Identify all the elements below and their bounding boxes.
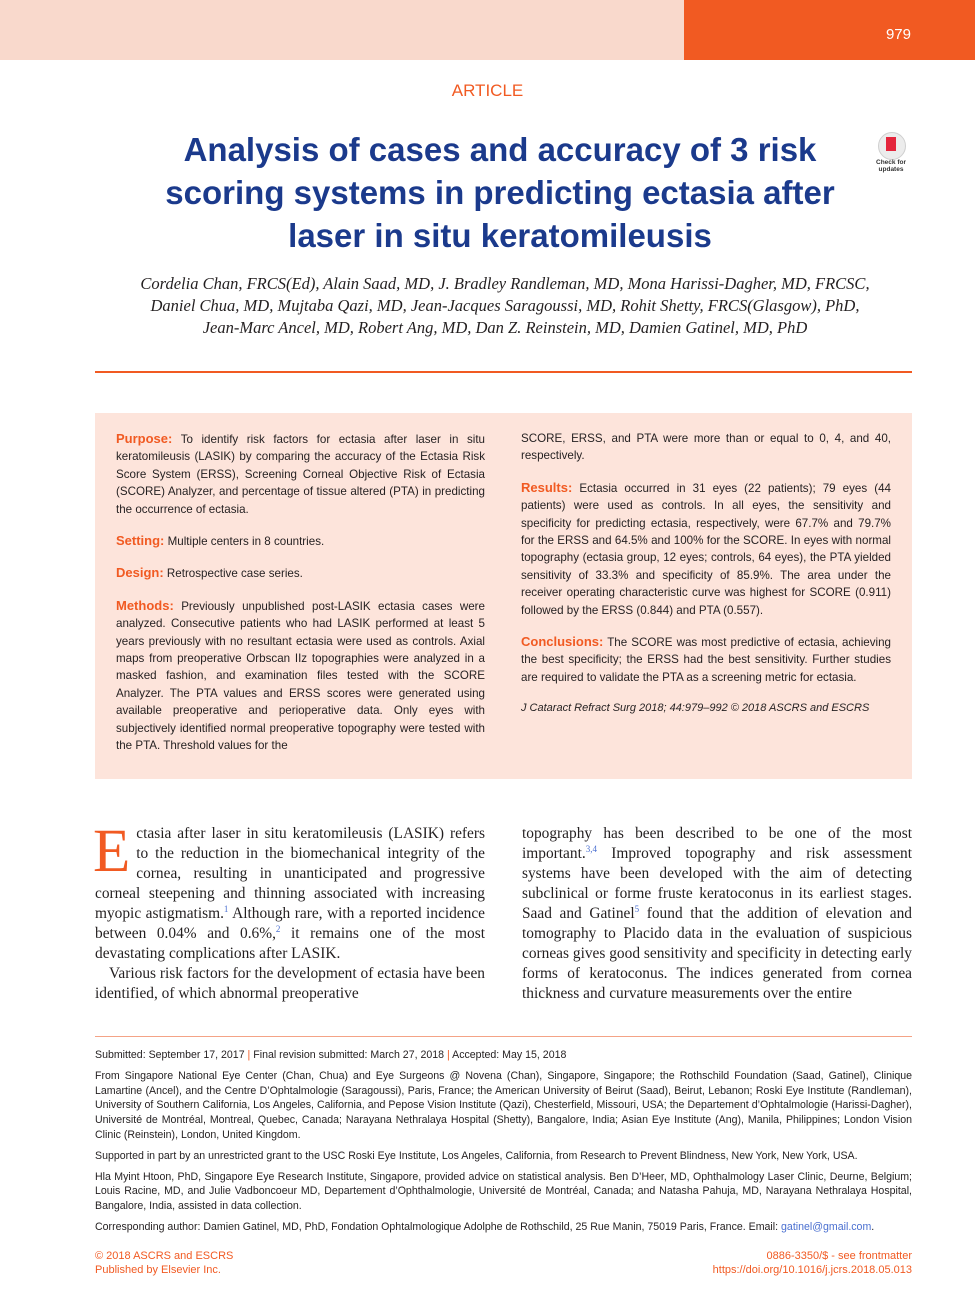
corresponding-author: Corresponding author: Damien Gatinel, MD, PhD, Fondation Ophtalmologique Adolphe de Rothschild, 25 Rue Manin, 75019 Paris, France. Email: gatinel@gmail.com. [95, 1220, 875, 1233]
bookmark-icon [886, 137, 896, 151]
page-number: 979 [885, 26, 911, 43]
body-left-column [93, 818, 485, 1004]
drop-cap: E [93, 818, 131, 885]
author-line: Daniel Chua, MD, Mujtaba Qazi, MD, Jean-Jacques Saragoussi, MD, Rohit Shetty, FRCS(Glasgow), PhD, [150, 296, 860, 315]
abstract-design: Design: Retrospective case series. [116, 565, 303, 581]
publisher: Published by Elsevier Inc. [95, 1264, 221, 1276]
copyright-block [95, 1249, 233, 1277]
author-list [95, 273, 915, 339]
reference-link[interactable]: 3,4 [585, 843, 597, 854]
submission-dates: Submitted: September 17, 2017 | Final revision submitted: March 27, 2018 | Accepted: May 15, 2018 [95, 1049, 567, 1061]
footnote-divider [95, 1036, 912, 1037]
reference-link[interactable]: 5 [634, 903, 640, 914]
check-for-updates-label: Check for updates [876, 159, 906, 173]
check-for-updates-button[interactable] [870, 132, 912, 174]
abstract-purpose: Purpose: To identify risk factors for ectasia after laser in situ keratomileusis (LASIK) by comparing the accuracy of the Ectasia Risk Score System (ERSS), Screening Corneal Objective Risk of Ectasia (SCORE) Analyzer, and percentage of tissue altered (PTA) in predicting the occurrence of ectasia. [116, 431, 486, 516]
body-right-column [522, 824, 912, 1004]
header-bar [0, 0, 975, 60]
author-line: Cordelia Chan, FRCS(Ed), Alain Saad, MD, J. Bradley Randleman, MD, Mona Harissi-Dagher, MD, FRCSC, [140, 274, 870, 293]
abstract-methods: Methods: Previously unpublished post-LASIK ectasia cases were analyzed. Consecutive patients who had LASIK performed at least 5 years previously with no resultant ectasia were used as controls. Axial maps from preoperative Orbscan IIz topographies were analyzed in a masked fashion, and examination files tested with the SCORE Analyzer. The PTA values and ERSS scores were generated using available preoperative and perioperative data. Only eyes with subjectively identified normal preoperative topography were tested with the PTA. Threshold values for the [116, 597, 485, 753]
identifier-block [713, 1249, 912, 1277]
journal-citation: J Cataract Refract Surg 2018; 44:979–992 © 2018 ASCRS and ESCRS [521, 702, 870, 715]
copyright: © 2018 ASCRS and ESCRS [95, 1250, 234, 1262]
doi-link[interactable]: https://doi.org/10.1016/j.jcrs.2018.05.013 [712, 1264, 912, 1276]
reference-link[interactable]: 2 [275, 923, 281, 934]
article-title: Analysis of cases and accuracy of 3 risk scoring systems in predicting ectasia after laser in situ keratomileusis [165, 131, 835, 254]
author-line: Jean-Marc Ancel, MD, Robert Ang, MD, Dan Z. Reinstein, MD, Damien Gatinel, MD, PhD [202, 318, 808, 337]
title-divider [95, 371, 912, 373]
acknowledgments: Hla Myint Htoon, PhD, Singapore Eye Research Institute, Singapore, provided advice on statistical analysis. Ben D’Heer, MD, Ophthalmology Laser Clinic, Deurne, Belgium; Louis Racine, MD, and Julie Vadboncoeur MD, Departement d’Ophthalmologie, Université de Montréal, Canada; and Natasha Pahuja, MD, Narayana Nethralaya Hospital, Bangalore, India, assisted in data collection. [95, 1170, 912, 1213]
header-bar-light [0, 0, 684, 60]
abstract-left-column [116, 430, 485, 769]
affiliations: From Singapore National Eye Center (Chan, Chua) and Eye Surgeons @ Novena (Chan), Singapore, Singapore; the Rothschild Foundation (Saad, Gatinel), Clinique Lamartine (Ancel), and the Centre D’Ophtalmologie (Saragoussi), Paris, France; the American University of Beirut (Saad), Beirut, Lebanon; Roski Eye Institute (Randleman), University of Southern California, Los Angeles, California, and Pepose Vision Institute (Qazi), Chesterfield, Missouri, USA; the Departement d’Ophtalmologie (Harissi-Dagher), Université de Montréal, Montreal, Quebec, Canada; Narayana Nethralaya Hospital (Shetty), Bangalore, India; Asian Eye Institute (Ang), Manila, Philippines; London Vision Clinic (Reinstein), London, United Kingdom. [95, 1069, 912, 1141]
issn: 0886-3350/$ - see frontmatter [766, 1250, 912, 1262]
section-label: ARTICLE [451, 81, 524, 100]
email-link[interactable]: gatinel@gmail.com [781, 1220, 872, 1233]
abstract-setting: Setting: Multiple centers in 8 countries. [116, 533, 325, 549]
funding-support: Supported in part by an unrestricted grant to the USC Roski Eye Institute, Los Angeles, California, from Research to Prevent Blindness, New York, New York, USA. [95, 1149, 858, 1162]
header-bar-dark [684, 0, 975, 60]
footnotes [95, 1048, 912, 1241]
reference-link[interactable]: 1 [223, 903, 229, 914]
abstract-right-column [521, 430, 891, 732]
body-paragraph: Various risk factors for the development of ectasia have been identified, of which abnormal preoperative [95, 965, 485, 1002]
body-paragraph: Ectasia after laser in situ keratomileusis (LASIK) refers to the reduction in the biomechanical integrity of the cornea, resulting in unanticipated and progressive corneal steepening and thinning associated with increasing myopic astigmatism.$^1$ Although rare, with a reported incidence between 0.04% and 0.6%,$^2$ it remains one of the most devastating complications after LASIK. [93, 818, 485, 962]
abstract-conclusions: Conclusions: The SCORE was most predictive of ectasia, achieving the best specificity; the ERSS had the best sensitivity. Further studies are required to validate the PTA as a screening metric for ectasia. [521, 634, 891, 684]
abstract-results: Results: Ectasia occurred in 31 eyes (22 patients); 79 eyes (44 patients) were used as controls. In all eyes, the sensitivity and specificity for predicting ectasia, respectively, were 67.7% and 79.7% for the ERSS and 64.5% and 100% for the SCORE. In eyes with normal topography (ectasia group, 12 eyes; controls, 64 eyes), the PTA yielded sensitivity of 33.3% and specificity of 85.9%. The area under the receiver operating characteristic curve was highest for SCORE (0.911) followed by the ERSS (0.844) and PTA (0.557). [521, 479, 891, 617]
body-paragraph: topography has been described to be one of the most important.$^{3,4}$ Improved topography and risk assessment systems have been developed with the aim of detecting subclinical or forme fruste keratoconus in its earliest stages. Saad and Gatinel$^5$ found that the addition of elevation and tomography to Placido data in the evaluation of suspicious corneas gives good sensitivity and specificity in detecting early forms of keratoconus. The indices generated from cornea thickness and curvature measurements over the entire [522, 825, 912, 1002]
abstract-box [95, 413, 912, 779]
abstract-methods-continued: SCORE, ERSS, and PTA were more than or equal to 0, 4, and 40, respectively. [521, 432, 891, 463]
